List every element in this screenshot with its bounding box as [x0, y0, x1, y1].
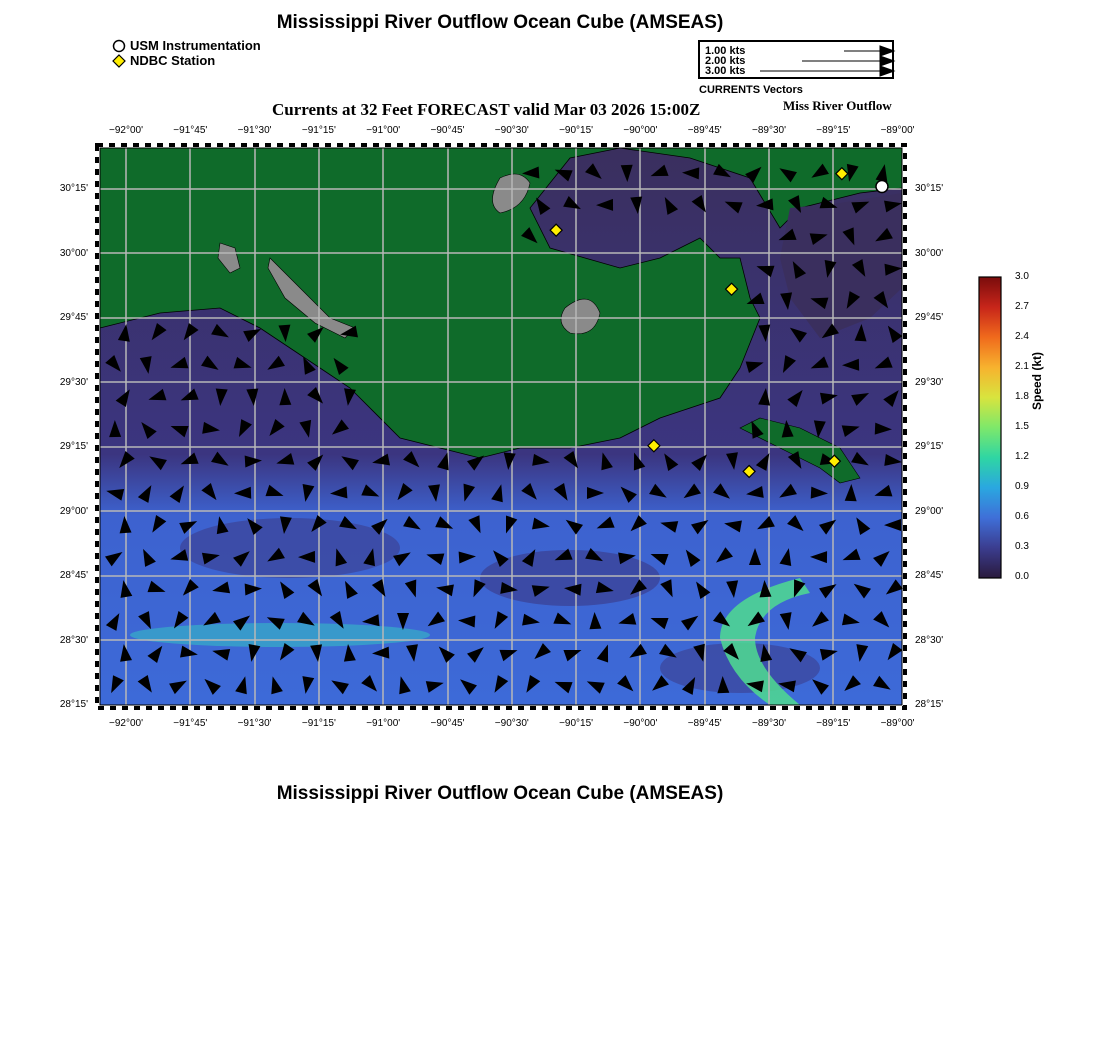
lon-tick-bottom: −89°00' — [880, 718, 915, 729]
legend-usm-label: USM Instrumentation — [130, 38, 261, 53]
lat-tick-right: 30°00' — [915, 247, 944, 259]
colorbar-tick: 2.1 — [1015, 361, 1029, 372]
legend-usm — [112, 38, 261, 53]
lon-tick-top: −90°15' — [559, 125, 594, 136]
lat-tick-right: 28°45' — [915, 570, 944, 581]
lat-tick-left: 28°45' — [59, 570, 88, 581]
speed-colorbar — [978, 276, 1002, 579]
lat-tick-right: 29°45' — [915, 312, 944, 323]
open-circle-icon — [112, 39, 126, 53]
colorbar-tick: 2.4 — [1015, 331, 1029, 342]
lon-tick-bottom: −91°15' — [301, 718, 336, 729]
lat-tick-right: 29°15' — [915, 441, 944, 452]
lat-tick-right: 28°30' — [915, 634, 944, 646]
lat-tick-right: 29°30' — [915, 376, 944, 388]
lon-tick-top: −91°45' — [173, 125, 208, 136]
colorbar-tick: 2.7 — [1015, 301, 1029, 312]
lon-tick-top: −90°45' — [430, 125, 465, 136]
colorbar-tick: 0.0 — [1015, 571, 1029, 582]
lon-tick-top: −90°00' — [623, 125, 658, 136]
current-map — [95, 143, 907, 711]
lon-tick-top: −92°00' — [109, 125, 143, 136]
lon-tick-top: −89°00' — [880, 125, 915, 136]
lat-tick-right: 29°00' — [915, 505, 944, 517]
region-label: Miss River Outflow — [783, 98, 892, 113]
lon-tick-bottom: −89°15' — [816, 718, 851, 729]
colorbar-label: Speed (kt) — [1030, 351, 1044, 410]
legend-ndbc — [112, 53, 215, 68]
lat-tick-left: 29°00' — [59, 505, 88, 517]
vector-scale-row-2: 2.00 kts — [705, 55, 746, 67]
vector-scale-row-3: 3.00 kts — [705, 65, 746, 77]
colorbar-tick: 1.5 — [1015, 421, 1029, 432]
lon-tick-bottom: −89°45' — [687, 718, 722, 729]
lat-tick-left: 30°00' — [59, 247, 88, 259]
lat-tick-left: 29°45' — [59, 312, 88, 323]
map-subtitle: Currents at 32 Feet FORECAST valid Mar 03 2026 15:00Z — [272, 100, 701, 119]
colorbar-tick: 0.9 — [1015, 481, 1029, 492]
lat-tick-right: 30°15' — [915, 183, 944, 194]
lat-tick-left: 29°30' — [59, 376, 88, 388]
lon-tick-bottom: −90°30' — [494, 718, 529, 729]
lon-tick-bottom: −90°00' — [623, 718, 658, 729]
top-title: Mississippi River Outflow Ocean Cube (AMSEAS) — [276, 12, 724, 33]
usm-instrument-marker[interactable] — [876, 181, 888, 193]
lon-tick-top: −89°15' — [816, 125, 851, 136]
legend-ndbc-label: NDBC Station — [130, 53, 216, 68]
lon-tick-bottom: −91°30' — [237, 718, 272, 729]
colorbar-tick: 0.6 — [1015, 511, 1029, 522]
lon-tick-bottom: −91°00' — [366, 718, 401, 729]
lon-tick-top: −91°00' — [366, 125, 401, 136]
lon-tick-bottom: −90°45' — [430, 718, 465, 729]
lon-tick-bottom: −92°00' — [109, 718, 143, 729]
colorbar-tick: 1.8 — [1015, 391, 1029, 402]
vector-scale-arrows — [700, 42, 896, 81]
lat-tick-left: 28°30' — [59, 634, 88, 646]
colorbar-tick: 0.3 — [1015, 541, 1029, 552]
lon-tick-top: −89°30' — [752, 125, 786, 136]
vector-scale-row-1: 1.00 kts — [705, 45, 746, 57]
vector-scale-legend — [698, 40, 894, 79]
lat-tick-left: 28°15' — [59, 699, 88, 710]
lon-tick-top: −89°45' — [687, 125, 722, 136]
lon-tick-top: −91°30' — [237, 125, 272, 136]
lon-tick-bottom: −91°45' — [173, 718, 208, 729]
lat-tick-left: 29°15' — [59, 441, 88, 452]
lon-tick-top: −91°15' — [301, 125, 336, 136]
vector-caption: CURRENTS Vectors — [699, 84, 803, 96]
lat-tick-left: 30°15' — [59, 183, 88, 194]
lon-tick-bottom: −89°30' — [752, 718, 786, 729]
colorbar-tick: 3.0 — [1015, 271, 1029, 282]
colorbar-tick: 1.2 — [1015, 451, 1029, 462]
yellow-diamond-icon — [112, 54, 126, 68]
lon-tick-top: −90°30' — [494, 125, 529, 136]
lat-tick-right: 28°15' — [915, 699, 944, 710]
bottom-title: Mississippi River Outflow Ocean Cube (AMSEAS) — [276, 783, 724, 804]
lon-tick-bottom: −90°15' — [559, 718, 594, 729]
